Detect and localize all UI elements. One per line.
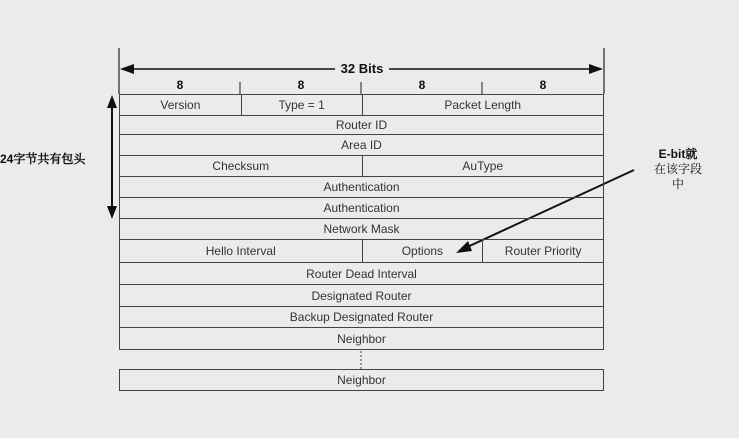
neighbor-row-last — [119, 369, 604, 391]
header-size-label: 24字节共有包头 — [0, 152, 86, 166]
field-row — [119, 177, 604, 198]
field-type-1: Type = 1 — [241, 95, 362, 115]
header-size-arrow-bottom — [107, 206, 117, 219]
field-checksum: Checksum — [212, 159, 270, 173]
field-row — [119, 115, 604, 135]
ebit-line-3: 中 — [671, 177, 684, 191]
field-neighbor-last: Neighbor — [337, 373, 386, 387]
bits-arrow-left-head — [120, 64, 134, 74]
field-row — [119, 94, 604, 116]
field-row — [119, 198, 604, 219]
field-backup-designated-router: Backup Designated Router — [289, 310, 434, 324]
field-neighbor: Neighbor — [337, 331, 386, 346]
field-router-id: Router ID — [335, 117, 388, 132]
byte-label-4: 8 — [539, 78, 547, 92]
field-hello-interval: Hello Interval — [205, 244, 276, 258]
field-router-dead-interval: Router Dead Interval — [306, 266, 417, 281]
field-authentication: Authentication — [323, 201, 400, 215]
bits-arrow-right-head — [589, 64, 603, 74]
field-row — [119, 263, 604, 285]
field-packet-length: Packet Length — [362, 95, 604, 115]
field-row — [119, 156, 604, 177]
field-router-priority: Router Priority — [482, 240, 603, 262]
field-autype: AuType — [362, 156, 604, 176]
byte-label-2: 8 — [297, 78, 305, 92]
field-options: Options — [362, 240, 483, 262]
field-row — [119, 328, 604, 350]
ebit-line-2: 在该字段 — [653, 162, 702, 176]
header-size-arrow-top — [107, 95, 117, 108]
bits-width-label: 32 Bits — [335, 61, 389, 77]
field-row — [119, 219, 604, 240]
byte-label-3: 8 — [418, 78, 426, 92]
field-row — [119, 307, 604, 328]
ebit-annotation — [640, 147, 716, 192]
field-row — [119, 285, 604, 307]
field-version: Version — [160, 98, 201, 112]
ebit-line-1: E-bit就 — [658, 147, 698, 161]
field-area-id: Area ID — [341, 138, 382, 152]
field-authentication: Authentication — [323, 180, 400, 194]
byte-label-1: 8 — [176, 78, 184, 92]
field-network-mask: Network Mask — [323, 222, 400, 236]
field-designated-router: Designated Router — [311, 288, 412, 303]
field-row — [119, 240, 604, 263]
field-row — [119, 135, 604, 156]
